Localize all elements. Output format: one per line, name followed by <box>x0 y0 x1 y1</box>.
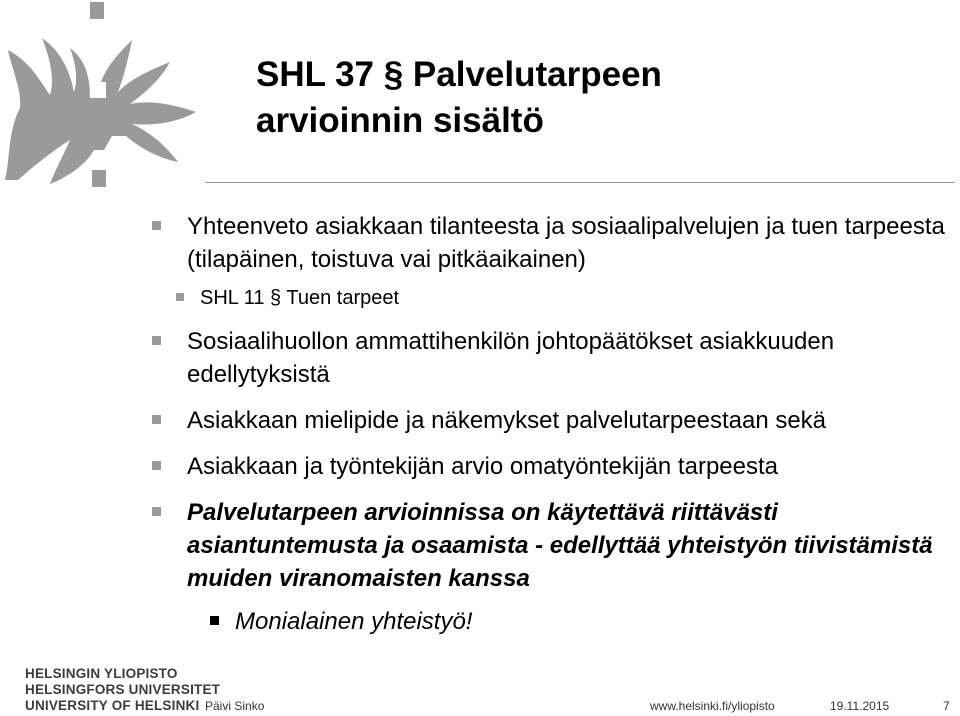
bullet-item <box>150 210 950 276</box>
emphasis-bullet-item <box>150 496 950 595</box>
bullet-text: SHL 11 § Tuen tarpeet <box>200 287 400 309</box>
square-bullet-icon <box>210 616 219 625</box>
bullet-item <box>150 450 950 483</box>
university-name <box>25 666 220 714</box>
bullet-text: Monialainen yhteistyö! <box>235 608 473 635</box>
square-bullet-icon <box>152 415 161 424</box>
slide-title <box>256 52 946 144</box>
university-name-sv: HELSINGFORS UNIVERSITET <box>25 682 221 697</box>
bullet-text: Palvelutarpeen arvioinnissa on käytettävä riittävästi asiantuntemusta ja osaamista - edellyttää yhteistyön tiivistämistä muiden viranomaisten kanssa <box>187 499 933 592</box>
square-bullet-icon <box>152 461 161 470</box>
square-bullet-icon <box>152 507 161 516</box>
title-line-2: arvioinnin sisältö <box>256 101 544 140</box>
bullet-text: Sosiaalihuollon ammattihenkilön johtopäätökset asiakkuuden edellytyksistä <box>187 328 835 388</box>
footer-url[interactable]: www.helsinki.fi/yliopisto <box>650 699 775 713</box>
footer-date: 19.11.2015 <box>830 699 890 713</box>
square-bullet-icon <box>152 336 161 345</box>
title-divider <box>205 182 955 183</box>
bullet-item <box>150 404 950 437</box>
bullet-text: Yhteenveto asiakkaan tilanteesta ja sosiaalipalvelujen ja tuen tarpeesta (tilapäinen, toistuva vai pitkäaikainen) <box>187 213 945 273</box>
sub-bullet-item <box>150 284 950 312</box>
square-bullet-icon <box>152 221 161 230</box>
bullet-list <box>150 210 950 638</box>
footer-author: Päivi Sinko <box>205 699 265 713</box>
bullet-text: Asiakkaan mielipide ja näkemykset palvelutarpeestaan sekä <box>187 407 827 434</box>
sub-bullet-item <box>150 605 950 638</box>
square-bullet-icon <box>176 293 184 301</box>
title-line-1: SHL 37 § Palvelutarpeen <box>256 55 662 94</box>
bullet-item <box>150 325 950 391</box>
university-name-fi: HELSINGIN YLIOPISTO <box>25 666 178 681</box>
university-name-en: UNIVERSITY OF HELSINKI <box>25 698 200 713</box>
bullet-text: Asiakkaan ja työntekijän arvio omatyöntekijän tarpeesta <box>187 453 778 480</box>
footer-page-number: 7 <box>943 699 950 713</box>
flame-logo-icon <box>0 0 200 190</box>
